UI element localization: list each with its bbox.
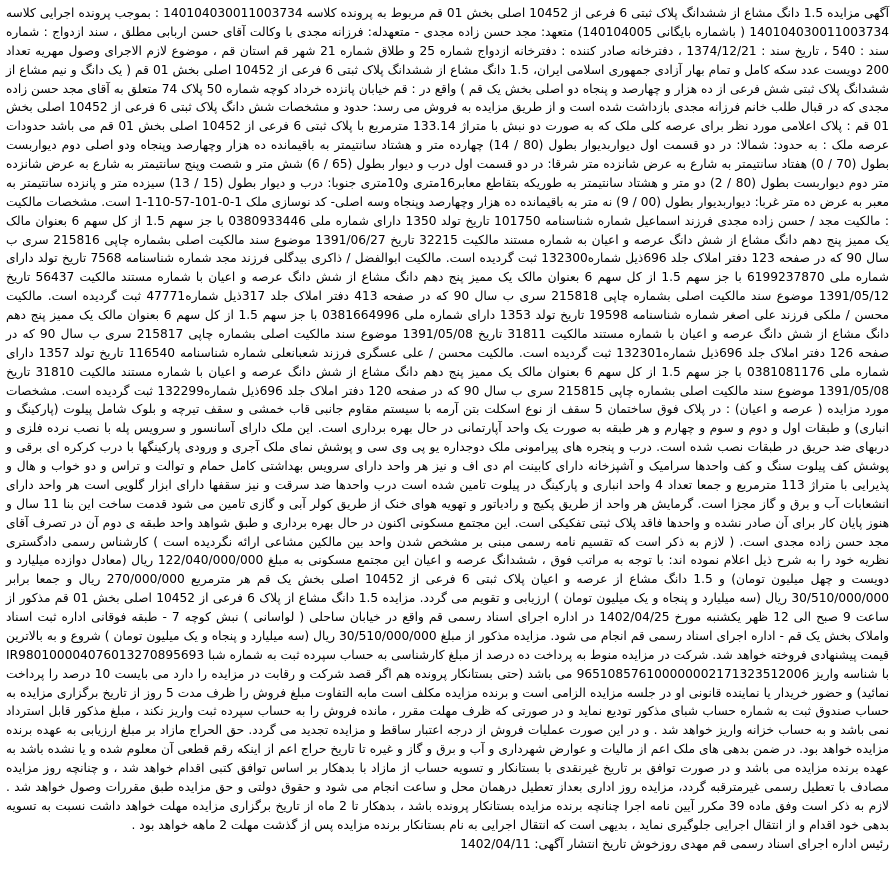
notice-footer: رئیس اداره اجرای اسناد رسمی قم مهدی روزخوش تاریخ انتشار آگهی: 1402/04/11	[460, 836, 889, 851]
notice-body: آگهی مزایده 1.5 دانگ مشاع از ششدانگ پلاک ثبتی 6 فرعی از 10452 اصلی بخش 01 قم مربوط به پرونده کلاسه 140104030011003734 : بموجب پرونده اجرایی کلاسه 140104030011003734 ( باشماره بایگانی 140104005) متعهد: مجد حسن زاده مجدی - متعهدله: فرزانه مجدی با وکالت آقای حسن اربابی مطلق ، سند ازدواج : شماره سند : 540 ، تاریخ سند : 1374/12/21 ، دفترخانه صادر کننده : دفترخانه ازدواج شماره 25 و طلاق شماره 21 شهر قم استان قم ، موضوع لازم الاجرای وصول مهریه تعداد 200 دویست عدد سکه کامل و تمام بهار آزادی جمهوری اسلامی ایران، 1.5 دانگ مشاع از ششدانگ پلاک ثبتی 6 فرعی از 10452 اصلی بخش 01 قم ( یک دانگ و نیم مشاع از ششدانگ پلاک ثبتی شش فرعی از ده هزار و چهارصد و پنجاه دو اصلی بخش یک قم ) واقع در : قم خیابان پانزده خرداد کوچه شماره 50 پلاک 74 متعلق به آقای مجد حسن زاده مجدی که در قبال طلب خانم فرزانه مجدی بازداشت شده است و از طریق مزایده به فروش می رسد: حدود و مشخصات شش دانگ پلاک ثبتی 6 فرعی از 10452 اصلی بخش 01 قم : پلاک اعلامی مورد نظر برای عرصه کلی ملک که به صورت دو نبش با متراژ 133.14 مترمربع با پلاک ثبتی 6 فرعی از 10452 اصلی بخش 01 قم می باشد حدودات عرصه ملک : به حدود: شمالا: در دو قسمت اول دیواربدیوار بطول (80 / 14) چهارده متر و هشتاد سانتیمتر به باقیمانده ده هزار وچهارصد وپنجاه ودو اصلی دوم دیواربست بطول (70 / 0) هفتاد سانتیمتر به شارع به عرض شانزده متر شرقا: در دو قسمت اول درب و دیوار بطول (65 / 6) شش متر و شصت وپنج سانتیمتر به شارع به عرض شانزده متر دوم دیواربست بطول (80 / 2) دو متر و هشتاد سانتیمتر به طوریکه بتقاطع معابر16متری و10متری جنوبا: درب و دیوار بطول (15 / 13) سیزده متر و پانزده سانتیمتر به معبر به عرض ده متر غربا: دیواربدیوار بطول (00 / 9) نه متر به باقیمانده ده هزار وچهارصد وپنجاه وسه اصلی- کد نوسازی ملک 1-0-101-57-110-1 است. مشخصات مالکیت : مالکیت مجد / حسن زاده مجدی فرزند اسماعیل شماره شناسنامه 101750 تاریخ تولد 1350 دارای شماره ملی 0380933446 با جز سهم 1.5 از کل سهم 6 بعنوان مالک یک ممیز پنج دهم دانگ مشاع از شش دانگ عرصه و اعیان به شماره مستند مالکیت 32215 تاریخ 1391/06/27 موضوع سند مالکیت اصلی بشماره چاپی 215816 سری ب سال 90 که در صفحه 123 دفتر املاک جلد 696ذیل شماره132300 ثبت گردیده است. مالکیت ابوالفضل / ذاکری بیدگلی فرزند مجد شماره شناسنامه 7568 تاریخ تولد دارای شماره ملی 6199237870 با جز سهم 1.5 از کل سهم 6 بعنوان مالک یک ممیز پنج دهم دانگ مشاع از شش دانگ عرصه و اعیان با شماره مستند مالکیت 56437 تاریخ 1391/05/12 موضوع سند مالکیت اصلی بشماره چاپی 215818 سری ب سال 90 که در صفحه 413 دفتر املاک جلد 317ذیل شماره47771 ثبت گردیده است. مالکیت محسن / ملکی فرزند علی اصغر شماره شناسنامه 19598 تاریخ تولد 1353 دارای شماره ملی 0381664996 با جز سهم 1.5 از کل سهم 6 بعنوان مالک یک ممیز پنج دهم دانگ مشاع از شش دانگ عرصه و اعیان با شماره مستند مالکیت 31811 تاریخ 1391/05/08 موضوع سند مالکیت اصلی بشماره چاپی 215817 سری ب سال 90 که در صفحه 126 دفتر املاک جلد 696ذیل شماره132301 ثبت گردیده است. مالکیت محسن / علی عسگری فرزند شعبانعلی شماره شناسنامه 116540 تاریخ تولد 1357 دارای شماره ملی 0381081176 با جز سهم 1.5 از کل سهم 6 بعنوان مالک یک ممیز پنج دهم دانگ مشاع از شش دانگ عرصه و اعیان با شماره مستند مالکیت 31810 تاریخ 1391/05/08 موضوع سند مالکیت اصلی بشماره چاپی 215815 سری ب سال 90 که در صفحه 120 دفتر املاک جلد 696ذیل شماره132299 ثبت گردیده است. مشخصات مورد مزایده ( عرصه و اعیان) : در پلاک فوق ساختمان 5 سقف از نوع اسکلت بتن آرمه با سیستم مقاوم جانبی قاب خمشی و سقف تیرچه و بلوک شامل پیلوت (پارکینگ و انباری) و طبقات اول و دوم و سوم و چهارم و هر طبقه به صورت یک واحد آپارتمانی در حال بهره برداری است. این ملک دارای آسانسور و سرویس پله با نصب نرده فلزی و دربهای ضد حریق در طبقات نصب شده است. درب و پنجره های پیرامونی ملک دوجداره یو پی وی سی و پوشش نمای ملک آجری و ورودی پارکینگها با درب کرکره ای برقی و پوشش کف پیلوت سنگ و کف واحدها سرامیک و آشپزخانه دارای کابینت ام دی اف و نیز هر واحد دارای سرویس بهداشتی کامل حمام و توالت و تراس و دو خواب و هال و پذیرایی با متراژ 113 مترمربع و جمعا تعداد 4 واحد انباری و پارکینگ در پیلوت تامین شده است درب واحدها ضد سرقت و نیز سقفها دارای ابزار گلویی است هر واحد دارای انشعابات آب و برق و گاز مجزا است. گرمایش هر واحد از طریق پکیج و رادیاتور و تهویه هوای خنک از طریق کولر آبی و گازی تامین می شود قدمت ساخت این بنا 11 سال و هنوز پایان کار برای آن صادر نشده و واحدها فاقد پلاک ثبتی تفکیکی است. این مجتمع مسکونی اکنون در حال بهره برداری و طبق شواهد واحد طبقه ی دوم آن در تصرف آقای مجد حسن زاده مجدی است. ( لازم به ذکر است که تقسیم نامه رسمی مبنی بر مشخص شدن واحد بین مالکین مشاعی ارائه نگردیده است ) کارشناس رسمی دادگستری نظریه خود را به شرح ذیل اعلام نموده اند: با توجه به مراتب فوق ، ششدانگ عرصه و اعیان این مجتمع مسکونی به مبلغ 122/040/000/000 ریال (معادل دوازده میلیارد و دویست و چهل میلیون تومان) و 1.5 دانگ مشاع از عرصه و اعیان پلاک ثبتی 6 فرعی از 10452 اصلی بخش یک قم هر مترمربع 270/000/000 ریال و جمعا برابر 30/510/000/000 ریال (سه میلیارد و پنجاه و یک میلیون تومان ) ارزیابی و تقویم می گردد. مزایده 1.5 دانگ مشاع از پلاک 6 فرعی از 10452 اصلی بخش 01 قم مذکور از ساعت 9 صبح الی 12 ظهر یکشنبه مورخ 1402/04/25 در اداره اجرای اسناد رسمی قم واقع در خیابان ساحلی ( لواسانی ) نبش کوچه 7 - طبقه فوقانی اداره ثبت اسناد واملاک بخش یک قم - اداره اجرای اسناد رسمی قم انجام می شود. مزایده مذکور از مبلغ 30/510/000/000 ریال (سه میلیارد و پنجاه و یک میلیون تومان ) شروع و به بالاترین قیمت پیشنهادی فروخته خواهد شد. شرکت در مزایده منوط به پرداخت ده درصد از مبلغ کارشناسی به حساب سپرده ثبت به شماره شبا IR980100004076013270895693 با شناسه واریز 965108576100000002171323512006 می باشد (حتی بستانکار پرونده هم اگر قصد شرکت و رقابت در مزایده را دارد می بایست 10 درصد را پرداخت نمائید) و حضور خریدار یا نماینده قانونی او در جلسه مزایده الزامی است و برنده مزایده مکلف است مابه التفاوت مبلغ فروش را ظرف مدت 5 روز از تاریخ برگزاری مزایده به حساب صندوق ثبت به شماره حساب شبای مذکور تودیع نماید و در صورتی که ظرف مهلت مقرر ، مانده فروش را به حساب سپرده ثبت واریز نکند ، مبلغ مذکور قابل استرداد نمی باشد و به حساب خزانه واریز خواهد شد . و در این صورت عملیات فروش از درجه اعتبار ساقط و مزایده تجدید می گردد. حق الحراج مازاد بر مبلغ ارزیابی به عهده برنده مزایده خواهد بود. در ضمن بدهی های ملک اعم از مالیات و عوارض شهرداری و آب و برق و گاز و غیره تا تاریخ حراج اعم از اینکه رقم قطعی آن معلوم شده و یا نشده باشد به عهده برنده مزایده می باشد و در صورت توافق بر تاریخ غیرنقدی با بستانکار و تسویه حساب از مازاد با بدهکار بر اساس توافق کتبی اقدام خواهد شد ، و چنانچه روز مزایده مصادف با تعطیل رسمی غیرمترقبه گردد، مزایده روز اداری بعداز تعطیل درهمان محل و ساعت انجام می شود و حقوق دولتی و حق مزایده طبق مقررات وصول خواهد شد . لازم به ذکر است وفق ماده 39 مکرر آیین نامه اجرا چنانچه برنده مزایده بستانکار پرونده باشد ، بدهکار تا 2 ماه از تاریخ برگزاری مزایده مهلت خواهد داشت نسبت به تسویه بدهی خود اقدام و از انتقال اجرایی جلوگیری نماید ، بدیهی است که انتقال اجرایی به نام بستانکار برنده مزایده پس از گذشت مهلت 2 ماهه خواهد بود .	[6, 6, 890, 832]
